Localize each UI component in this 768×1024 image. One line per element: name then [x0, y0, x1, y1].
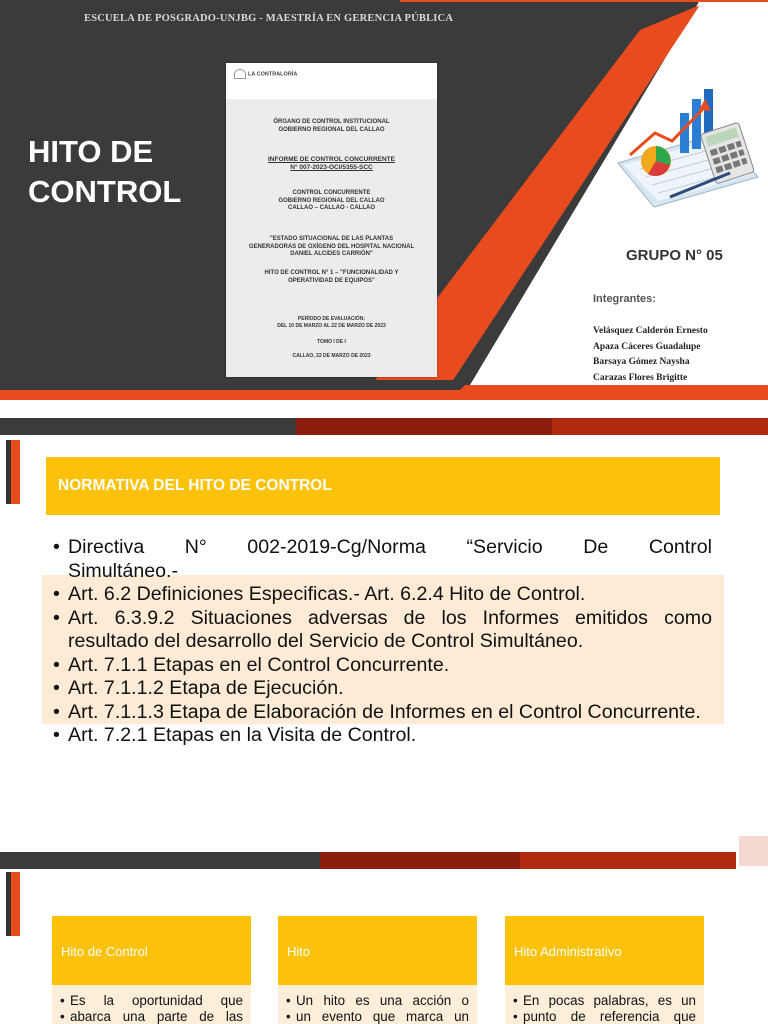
cover-title: HITO DE CONTROL	[28, 134, 182, 209]
card-title: Hito de Control	[52, 916, 251, 985]
members-list	[593, 324, 708, 386]
report-subject: "ESTADO SITUACIONAL DE LAS PLANTAS GENERADORAS DE OXÍGENO DEL HOSPITAL NACIONAL DANIEL ALCIDES CARRIÓN"	[248, 236, 415, 257]
list-item: • Art. 7.2.1 Etapas en la Visita de Control.	[52, 724, 712, 748]
side-accent-tab	[6, 872, 20, 936]
member-name: Velásquez Calderón Ernesto	[593, 326, 708, 336]
list-item: • Art. 7.1.1.3 Etapa de Elaboración de Informes en el Control Concurrente.	[52, 701, 712, 725]
contraloria-logo: LA CONTRALORÍA	[234, 69, 297, 79]
logo-icon	[234, 69, 246, 79]
list-item: • Directiva N° 002-2019-Cg/Norma “Servicio De Control Simultáneo.-	[52, 536, 712, 583]
definitions-slide	[0, 834, 768, 1024]
report-scope: CONTROL CONCURRENTE GOBIERNO REGIONAL DEL CALLAO CALLAO – CALLAO - CALLAO	[278, 190, 385, 211]
card-body: • En pocas palabras, es un • punto de referencia que	[505, 985, 704, 1024]
card-body: • Es la oportunidad que • abarca una parte de las	[52, 985, 251, 1024]
top-stripe-red	[296, 418, 552, 435]
report-hito: HITO DE CONTROL N° 1 – "FUNCIONALIDAD Y OPERATIVIDAD DE EQUIPOS"	[264, 270, 399, 284]
member-name: Carazas Flores Brigitte	[593, 372, 688, 383]
definition-card	[505, 916, 704, 1024]
report-cover-image	[226, 63, 437, 377]
group-number: GRUPO N° 05	[626, 247, 723, 264]
card-title: Hito	[278, 916, 477, 985]
calculator-chart-illustration	[610, 85, 760, 210]
section-heading: NORMATIVA DEL HITO DE CONTROL	[58, 477, 332, 494]
section-heading-box	[46, 457, 720, 515]
side-accent-tab	[6, 440, 20, 504]
member-name: Apaza Cáceres Guadalupe	[593, 341, 701, 352]
cover-slide	[0, 0, 768, 400]
definition-card	[52, 916, 251, 1024]
report-org: ÓRGANO DE CONTROL INSTITUCIONAL GOBIERNO REGIONAL DEL CALLAO	[273, 119, 390, 133]
top-stripe-orange	[520, 852, 736, 869]
list-item: • Art. 7.1.1 Etapas en el Control Concurrente.	[52, 654, 712, 678]
member-name: Barsaya Gómez Naysha	[593, 357, 690, 367]
members-label: Integrantes:	[593, 293, 656, 305]
corner-square	[739, 836, 768, 866]
top-stripe-dark	[0, 418, 296, 435]
card-body: • Un hito es una acción o • un evento que marca un	[278, 985, 477, 1024]
top-stripe-dark	[0, 852, 320, 869]
normativa-list	[52, 536, 712, 748]
school-header: ESCUELA DE POSGRADO-UNJBG - MAESTRÍA EN GERENCIA PÚBLICA	[84, 13, 454, 24]
report-period: PERÍODO DE EVALUACIÓN: DEL 10 DE MARZO AL 22 DE MARZO DE 2023	[277, 316, 386, 329]
normativa-slide	[0, 412, 768, 825]
report-date: CALLAO, 22 DE MARZO DE 2023	[292, 353, 371, 359]
list-item: • Art. 7.1.1.2 Etapa de Ejecución.	[52, 677, 712, 701]
card-title: Hito Administrativo	[505, 916, 704, 985]
list-item: • Art. 6.3.9.2 Situaciones adversas de los Informes emitidos como resultado del desarrollo del Servicio de Control Simultáneo.	[52, 607, 712, 654]
top-stripe-orange	[552, 418, 768, 435]
top-stripe-red	[320, 852, 520, 869]
definition-card	[278, 916, 477, 1024]
report-tomo: TOMO I DE I	[317, 339, 346, 345]
report-title: INFORME DE CONTROL CONCURRENTE N° 007-2023-OCI/5355-SCC	[268, 156, 395, 171]
list-item: • Art. 6.2 Definiciones Especificas.- Art. 6.2.4 Hito de Control.	[52, 583, 712, 607]
